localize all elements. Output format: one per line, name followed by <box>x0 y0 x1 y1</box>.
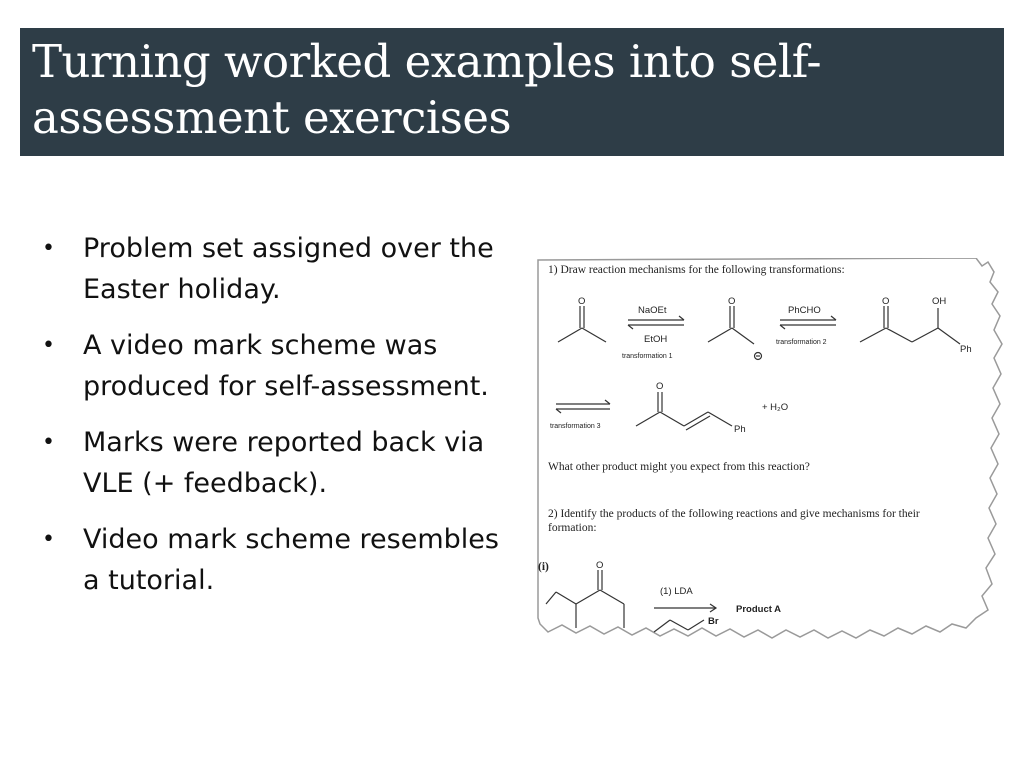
hydroxyl-label: OH <box>932 296 947 307</box>
oxygen-label: O <box>882 296 890 307</box>
phenyl-label: Ph <box>960 344 972 355</box>
bullet-item <box>42 325 517 407</box>
bullet-dot-icon: • <box>42 430 55 455</box>
slide-title-bar <box>20 28 1004 156</box>
reagent-naoet: NaOEt <box>638 305 667 316</box>
reagent-lda: (1) LDA <box>660 586 693 597</box>
phenyl-label: Ph <box>734 424 746 435</box>
bromine-label: Br <box>708 616 719 627</box>
transformation-1-label: transformation 1 <box>622 353 673 360</box>
bullet-text: Video mark scheme resembles a tutorial. <box>83 524 499 596</box>
question-1-text: 1) Draw reaction mechanisms for the following transformations: <box>548 264 845 276</box>
torn-paper-edge <box>538 258 1002 638</box>
bullet-dot-icon: • <box>42 236 55 261</box>
worksheet-snippet-drawing <box>536 258 1004 640</box>
oxygen-label: O <box>578 296 586 307</box>
part-i-label: (i) <box>538 561 549 573</box>
bullet-list <box>42 228 517 616</box>
product-a-label: Product A <box>736 604 782 615</box>
slide-title: Turning worked examples into self-assessment exercises <box>32 35 822 144</box>
reagent-phcho: PhCHO <box>788 305 821 316</box>
bullet-text: Marks were reported back via VLE (+ feedback). <box>83 427 485 499</box>
question-1-followup: What other product might you expect from this reaction? <box>548 461 810 473</box>
question-2-line-2: formation: <box>548 522 597 534</box>
bullet-dot-icon: • <box>42 333 55 358</box>
question-2-line-1: 2) Identify the products of the following reactions and give mechanisms for their <box>548 508 920 520</box>
reagent-etoh: EtOH <box>644 334 668 345</box>
water-byproduct: + H₂O <box>762 402 789 413</box>
oxygen-label: O <box>596 560 604 571</box>
bullet-item <box>42 228 517 310</box>
transformation-2-label: transformation 2 <box>776 339 827 346</box>
bullet-text: Problem set assigned over the Easter holiday. <box>83 233 494 305</box>
transformation-3-label: transformation 3 <box>550 423 601 430</box>
bullet-item <box>42 422 517 504</box>
bullet-dot-icon: • <box>42 527 55 552</box>
oxygen-label: O <box>656 381 664 392</box>
worksheet-snippet-image <box>536 258 1004 640</box>
oxygen-label: O <box>728 296 736 307</box>
bullet-item <box>42 519 517 601</box>
bullet-text: A video mark scheme was produced for self-assessment. <box>83 330 489 402</box>
